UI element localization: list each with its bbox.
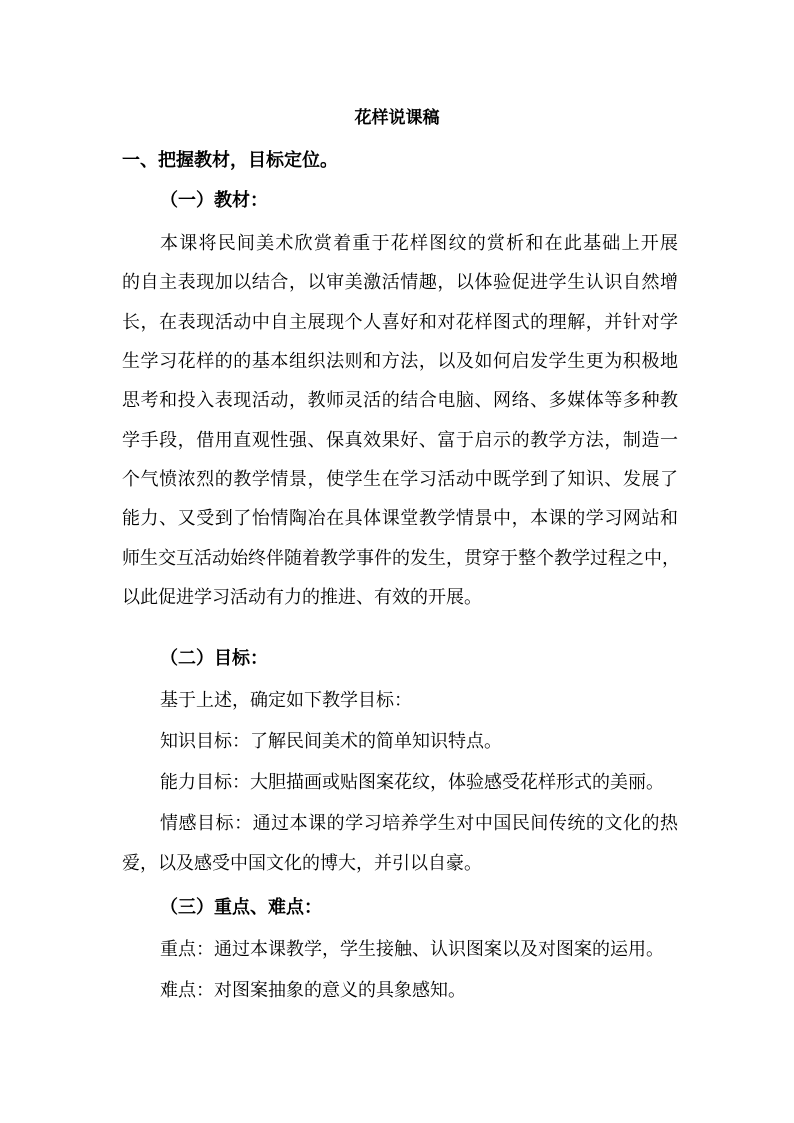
document-title: 花样说课稿 — [354, 108, 440, 128]
material-line-1: 本课将民间美术欣赏着重于花样图纹的赏析和在此基础上开展 — [160, 233, 678, 254]
material-line-3: 长，在表现活动中自主展现个人喜好和对花样图式的理解，并针对学 — [122, 312, 678, 333]
subsection3-heading: （三）重点、难点： — [160, 897, 322, 918]
ability-goal: 能力目标：大胆描画或贴图案花纹，体验感受花样形式的美丽。 — [160, 772, 664, 793]
emotion-goal-line-1: 情感目标：通过本课的学习培养学生对中国民间传统的文化的热 — [160, 813, 678, 834]
subsection1-heading: （一）教材： — [160, 190, 268, 211]
material-line-8: 能力、又受到了怡情陶冶在具体课堂教学情景中，本课的学习网站和 — [122, 508, 678, 529]
section1-heading: 一、把握教材，目标定位。 — [122, 150, 338, 171]
key-point: 重点：通过本课教学，学生接触、认识图案以及对图案的运用。 — [160, 939, 664, 960]
knowledge-goal: 知识目标：了解民间美术的简单知识特点。 — [160, 731, 502, 752]
difficult-point: 难点：对图案抽象的意义的具象感知。 — [160, 980, 466, 1001]
emotion-goal-line-2: 爱，以及感受中国文化的博大，并引以自豪。 — [122, 853, 482, 874]
material-line-4: 生学习花样的的基本组织法则和方法，以及如何启发学生更为积极地 — [122, 351, 678, 372]
material-line-2: 的自主表现加以结合，以审美激活情趣，以体验促进学生认识自然增 — [122, 272, 678, 293]
subsection2-heading: （二）目标： — [160, 648, 268, 669]
material-line-6: 学手段，借用直观性强、保真效果好、富于启示的教学方法，制造一 — [122, 430, 678, 451]
material-line-9: 师生交互活动始终伴随着教学事件的发生，贯穿于整个教学过程之中， — [122, 548, 680, 569]
material-line-5: 思考和投入表现活动，教师灵活的结合电脑、网络、多媒体等多种教 — [122, 390, 678, 411]
material-line-10: 以此促进学习活动有力的推进、有效的开展。 — [122, 587, 482, 608]
goals-intro: 基于上述，确定如下教学目标： — [160, 690, 412, 711]
material-line-7: 个气愤浓烈的教学情景，使学生在学习活动中既学到了知识、发展了 — [122, 469, 678, 490]
